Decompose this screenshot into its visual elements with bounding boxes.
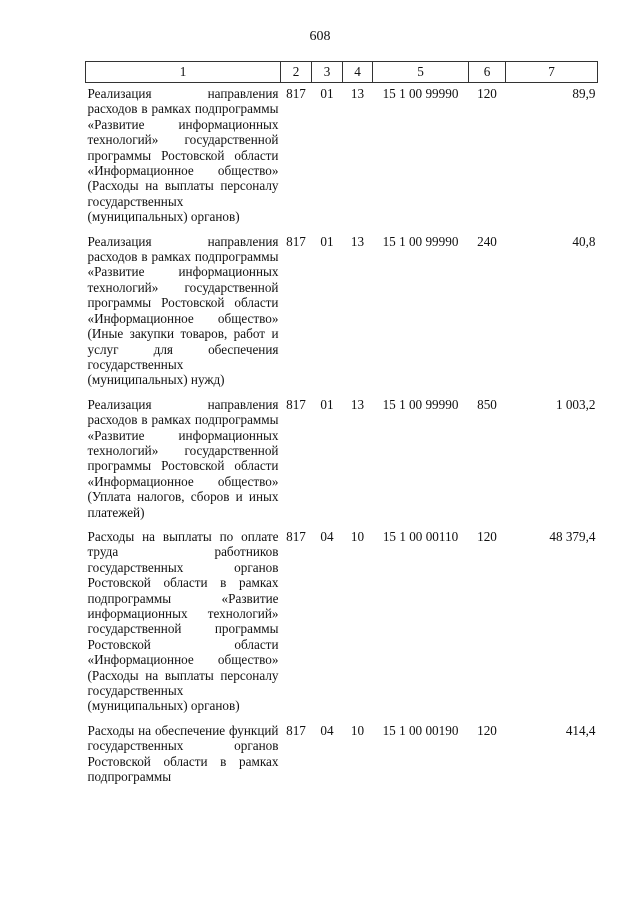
row-subsection-code: 13 bbox=[350, 86, 365, 101]
row-description: Реализация направления расходов в рамках подпрограммы «Развитие информационных технологий» государственной программы Ростовской области «Информационное общество» (Иные закупки товаров, работ и услуг для обеспечения государственных (муниципальных) нужд) bbox=[87, 233, 279, 388]
column-header: 5 bbox=[373, 62, 469, 83]
row-target-code: 15 1 00 99990 bbox=[382, 233, 459, 249]
column-header: 3 bbox=[312, 62, 343, 83]
row-target-code: 15 1 00 00110 bbox=[382, 528, 459, 544]
row-subsection-code: 13 bbox=[350, 233, 365, 249]
column-header: 1 bbox=[86, 62, 281, 83]
row-ministry-code: 817 bbox=[286, 233, 306, 249]
row-section-code: 04 bbox=[320, 528, 334, 544]
row-target-code: 15 1 00 00190 bbox=[382, 722, 459, 738]
row-expense-type: 240 bbox=[477, 233, 497, 249]
row-expense-type: 850 bbox=[477, 396, 497, 412]
row-description: Реализация направления расходов в рамках подпрограммы «Развитие информационных технологий» государственной программы Ростовской области «Информационное общество» (Уплата налогов, сборов и иных платежей) bbox=[87, 396, 279, 520]
row-amount: 89,9 bbox=[572, 86, 596, 101]
row-subsection-code: 13 bbox=[350, 396, 365, 412]
table-header-row bbox=[86, 62, 598, 83]
row-ministry-code: 817 bbox=[286, 86, 306, 101]
row-ministry-code: 817 bbox=[286, 528, 306, 544]
row-section-code: 01 bbox=[320, 396, 334, 412]
page-number: 608 bbox=[309, 29, 331, 44]
column-header: 4 bbox=[343, 62, 373, 83]
row-ministry-code: 817 bbox=[286, 722, 306, 738]
row-expense-type: 120 bbox=[477, 528, 497, 544]
table-row bbox=[86, 720, 598, 791]
row-section-code: 01 bbox=[320, 86, 334, 101]
column-header: 6 bbox=[469, 62, 506, 83]
row-subsection-code: 10 bbox=[350, 722, 365, 738]
row-amount: 414,4 bbox=[565, 722, 596, 738]
row-amount: 40,8 bbox=[572, 233, 596, 249]
budget-table bbox=[85, 61, 598, 790]
column-header: 7 bbox=[506, 62, 598, 83]
row-target-code: 15 1 00 99990 bbox=[382, 396, 459, 412]
column-header: 2 bbox=[281, 62, 312, 83]
row-expense-type: 120 bbox=[477, 722, 497, 738]
table-row bbox=[86, 394, 598, 526]
row-amount: 1 003,2 bbox=[555, 396, 596, 412]
row-section-code: 04 bbox=[320, 722, 334, 738]
row-expense-type: 120 bbox=[477, 86, 497, 101]
row-subsection-code: 10 bbox=[350, 528, 365, 544]
table-row bbox=[86, 83, 598, 231]
row-description: Расходы на выплаты по оплате труда работников государственных органов Ростовской области в рамках подпрограммы «Развитие информационных технологий» государственной программы Ростовской области «Информационное общество» (Расходы на выплаты персоналу государственных (муниципальных) органов) bbox=[87, 528, 279, 714]
row-description: Реализация направления расходов в рамках подпрограммы «Развитие информационных технологий» государственной программы Ростовской области «Информационное общество» (Расходы на выплаты персоналу государственных (муниципальных) органов) bbox=[87, 86, 279, 225]
row-amount: 48 379,4 bbox=[549, 528, 596, 544]
table-row bbox=[86, 526, 598, 720]
row-target-code: 15 1 00 99990 bbox=[382, 86, 459, 101]
row-ministry-code: 817 bbox=[286, 396, 306, 412]
row-section-code: 01 bbox=[320, 233, 334, 249]
table-row bbox=[86, 231, 598, 394]
row-description: Расходы на обеспечение функций государственных органов Ростовской области в рамках подпрограммы bbox=[87, 722, 279, 785]
